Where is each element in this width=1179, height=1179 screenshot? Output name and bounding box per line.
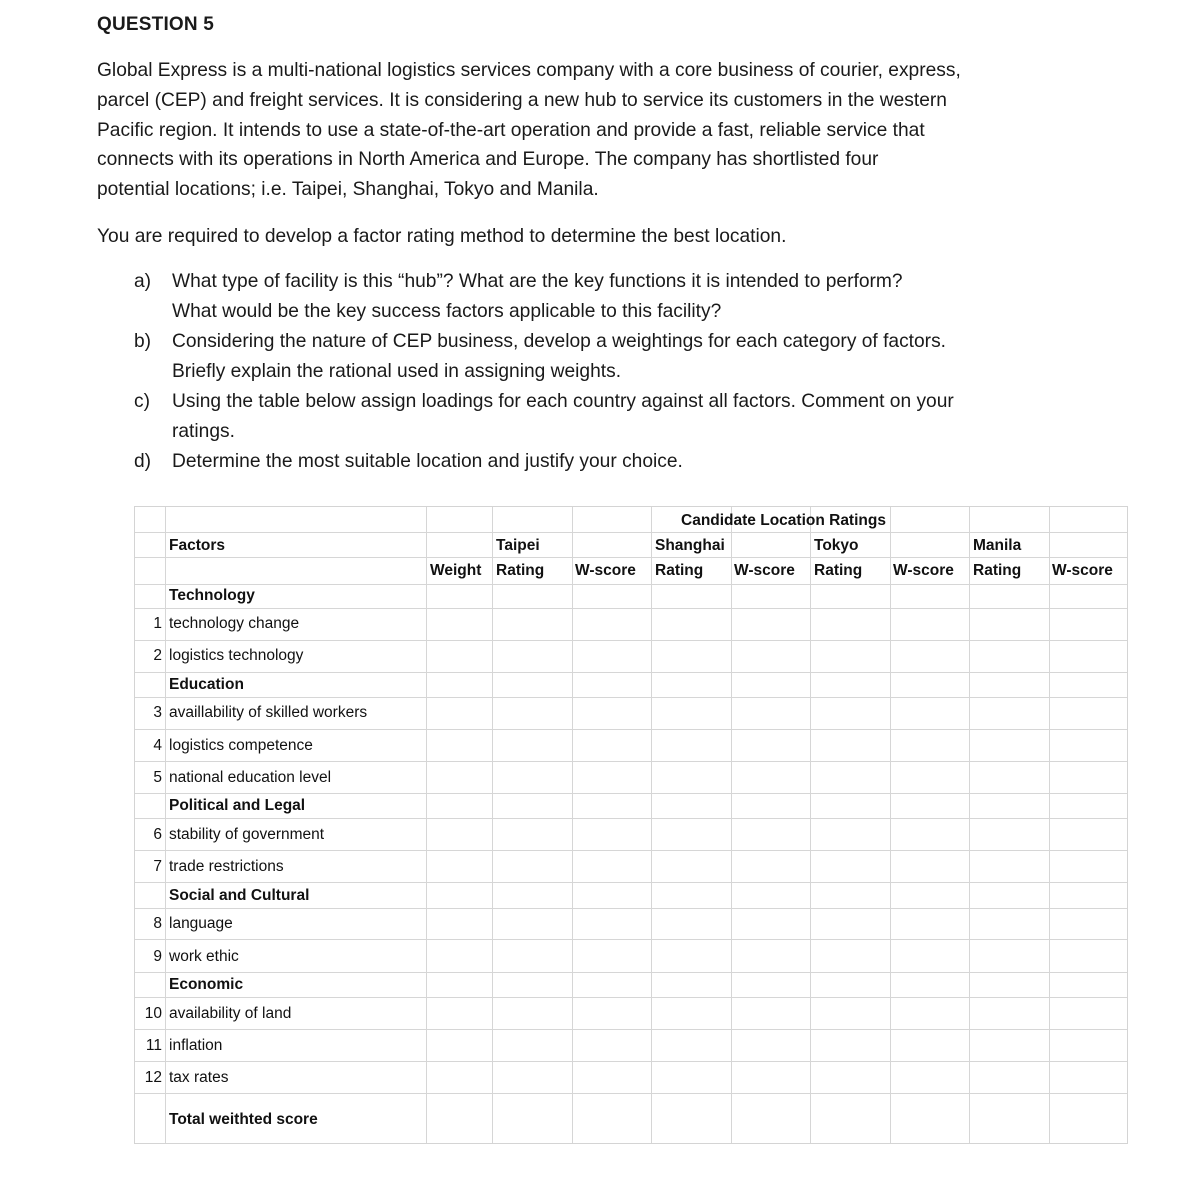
total-weighted-score-label: Total weithted score [169, 1111, 318, 1128]
intro-line: Pacific region. It intends to use a state-of-the-art operation and provide a fast, reliable service that [97, 119, 925, 141]
instruction-text: You are required to develop a factor rating method to determine the best location. [97, 226, 787, 247]
intro-paragraph [97, 56, 1057, 205]
part-letter: b) [134, 331, 152, 352]
factor-number: 7 [153, 858, 162, 875]
factor-number: 1 [153, 615, 162, 632]
factor-number: 3 [153, 704, 162, 721]
category-technology: Technology [169, 587, 255, 604]
grid-line [969, 507, 970, 1143]
factor-label: technology change [169, 615, 300, 632]
city-header-taipei: Taipei [496, 537, 540, 554]
question-part-c [130, 387, 954, 447]
factor-label: logistics competence [169, 737, 313, 754]
question-part-a [130, 267, 954, 327]
factor-label: logistics technology [169, 647, 304, 664]
factor-number: 5 [153, 769, 162, 786]
rating-header-manila: Rating [973, 562, 1022, 579]
part-line: Considering the nature of CEP business, develop a weightings for each category of factors. [172, 331, 946, 352]
wscore-header-taipei: W-score [575, 562, 636, 579]
grid-line [135, 997, 1127, 998]
factor-label: work ethic [169, 948, 239, 965]
grid-line [135, 761, 1127, 762]
question-heading: QUESTION 5 [97, 14, 215, 35]
grid-line [651, 507, 652, 1143]
intro-line: connects with its operations in North America and Europe. The company has shortlisted four [97, 149, 879, 171]
rating-header-tokyo: Rating [814, 562, 863, 579]
factor-number: 6 [153, 826, 162, 843]
factor-number: 2 [153, 647, 162, 664]
city-header-manila: Manila [973, 537, 1022, 554]
category-economic: Economic [169, 976, 244, 993]
grid-line [135, 672, 1127, 673]
part-letter: d) [134, 451, 152, 472]
factor-label: language [169, 915, 233, 932]
grid-line [135, 818, 1127, 819]
grid-line [135, 729, 1127, 730]
grid-line [1049, 507, 1050, 1143]
factor-label: stability of government [169, 826, 325, 843]
question-parts-list [130, 267, 954, 477]
factor-label: national education level [169, 769, 332, 786]
question-part-b [130, 327, 954, 387]
grid-line [165, 507, 166, 1143]
factor-rating-table [134, 506, 1128, 1144]
intro-line: potential locations; i.e. Taipei, Shanghai, Tokyo and Manila. [97, 179, 599, 201]
part-line: What would be the key success factors applicable to this facility? [172, 301, 722, 322]
intro-line: Global Express is a multi-national logistics services company with a core business of courier, express, [97, 60, 961, 81]
grid-line [135, 697, 1127, 698]
wscore-header-shanghai: W-score [734, 562, 795, 579]
grid-line [135, 850, 1127, 851]
city-header-shanghai: Shanghai [655, 537, 725, 554]
factor-label: trade restrictions [169, 858, 284, 875]
factors-header: Factors [169, 537, 225, 554]
category-social-cultural: Social and Cultural [169, 887, 310, 904]
grid-line [135, 608, 1127, 609]
part-line: ratings. [172, 421, 235, 442]
candidate-ratings-header: Candidate Location Ratings [681, 512, 886, 529]
part-line: Determine the most suitable location and justify your choice. [172, 451, 683, 472]
question-part-d [130, 447, 954, 477]
city-header-tokyo: Tokyo [814, 537, 859, 554]
grid-line [135, 972, 1127, 973]
grid-line [135, 557, 1127, 558]
category-education: Education [169, 676, 244, 693]
factor-label: inflation [169, 1037, 223, 1054]
factor-number: 12 [144, 1069, 162, 1086]
factor-number: 10 [144, 1005, 162, 1022]
factor-number: 4 [153, 737, 162, 754]
factor-number: 9 [153, 948, 162, 965]
grid-line [135, 1029, 1127, 1030]
factor-number: 11 [145, 1037, 162, 1054]
part-line: What type of facility is this “hub”? What are the key functions it is intended to perform? [172, 271, 903, 292]
grid-line [135, 640, 1127, 641]
grid-line [135, 1093, 1127, 1094]
grid-line [135, 939, 1127, 940]
factor-number: 8 [153, 915, 162, 932]
factor-label: availlability of skilled workers [169, 704, 368, 721]
grid-line [426, 507, 427, 1143]
grid-line [731, 507, 732, 1143]
grid-line [135, 532, 1127, 533]
factor-label: tax rates [169, 1069, 229, 1086]
grid-line [135, 584, 1127, 585]
grid-line [135, 882, 1127, 883]
grid-line [135, 908, 1127, 909]
intro-line: parcel (CEP) and freight services. It is considering a new hub to service its customers in the western [97, 89, 947, 111]
factor-label: availability of land [169, 1005, 292, 1022]
weight-header: Weight [430, 562, 482, 579]
part-line: Using the table below assign loadings for each country against all factors. Comment on your [172, 391, 954, 412]
wscore-header-manila: W-score [1052, 562, 1113, 579]
grid-line [492, 507, 493, 1143]
grid-line [135, 1061, 1127, 1062]
category-political-legal: Political and Legal [169, 797, 306, 814]
part-letter: c) [134, 391, 150, 412]
wscore-header-tokyo: W-score [893, 562, 954, 579]
grid-line [810, 507, 811, 1143]
grid-line [890, 507, 891, 1143]
grid-line [572, 507, 573, 1143]
grid-line [135, 793, 1127, 794]
part-letter: a) [134, 271, 152, 292]
part-line: Briefly explain the rational used in assigning weights. [172, 361, 622, 382]
rating-header-taipei: Rating [496, 562, 545, 579]
rating-header-shanghai: Rating [655, 562, 704, 579]
